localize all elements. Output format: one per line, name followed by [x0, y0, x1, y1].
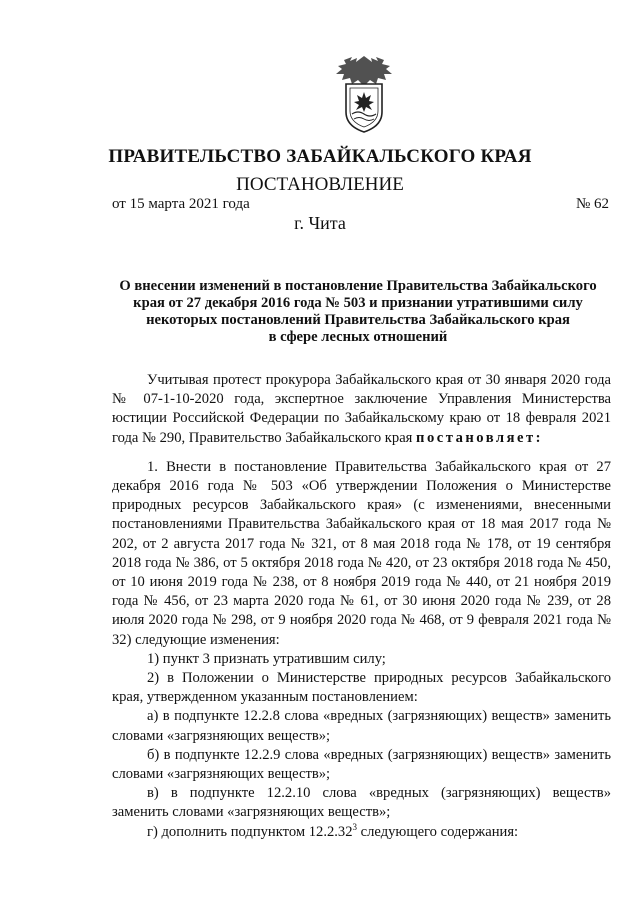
subitem-g-paragraph: [112, 823, 611, 842]
subitem-g-tail: следующего содержания:: [357, 823, 519, 840]
subitem-v-paragraph: в) в подпункте 12.2.10 слова «вредных (загрязняющих) веществ» заменить словами «загрязняющих веществ»;: [112, 785, 611, 821]
item-1-paragraph: 1. Внести в постановление Правительства Забайкальского края от 27 декабря 2016 года № 503 «Об утверждении Положения о Министерстве природных ресурсов Забайкальского края» (с изменениями, внесенными постановлениями Правительства Забайкальского края от 18 мая 2017 года № 202, от 2 августа 2017 года № 321, от 8 мая 2018 года № 178, от 19 сентября 2018 года № 386, от 5 октября 2018 года № 420, от 23 октября 2018 года № 450, от 10 июня 2019 года № 238, от 8 ноября 2019 года № 440, от 21 ноября 2019 года № 456, от 23 марта 2020 года № 61, от 30 июня 2020 года № 239, от 28 июля 2020 года № 298, от 9 ноября 2020 года № 468, от 9 февраля 2021 года № 32) следующие изменения:: [112, 458, 611, 648]
subject-line: некоторых постановлений Правительства Забайкальского края: [146, 312, 570, 328]
subitem-g-text: г) дополнить подпунктом 12.2.32: [147, 823, 353, 840]
document-number: № 62: [575, 196, 609, 212]
coat-of-arms-icon: [332, 54, 396, 134]
subject-line: в сфере лесных отношений: [268, 329, 448, 345]
decree-word: постановляет:: [416, 429, 543, 446]
subject-line: края от 27 декабря 2016 года № 503 и признании утратившими силу: [133, 295, 583, 311]
preamble-text: Учитывая протест прокурора Забайкальского края от 30 января 2020 года № 07-1-10-2020 года, экспертное заключение Управления Министерства юстиции Российской Федерации по Забайкальскому краю от 18 февраля 2021 года № 290, Правительство Забайкальского края: [112, 372, 611, 446]
document-type: ПОСТАНОВЛЕНИЕ: [236, 174, 404, 195]
preamble-paragraph: [112, 371, 611, 448]
government-title: ПРАВИТЕЛЬСТВО ЗАБАЙКАЛЬСКОГО КРАЯ: [108, 146, 532, 167]
subitem-g-superscript: 3: [352, 821, 358, 832]
subitem-a-paragraph: а) в подпункте 12.2.8 слова «вредных (загрязняющих) веществ» заменить словами «загрязняющих веществ»;: [112, 708, 611, 744]
subitem-2-paragraph: 2) в Положении о Министерстве природных ресурсов Забайкальского края, утвержденном указанным постановлением:: [112, 670, 611, 706]
document-subject: [108, 278, 608, 346]
subject-line: О внесении изменений в постановление Правительства Забайкальского: [119, 278, 597, 294]
document-body: [112, 371, 611, 842]
subitem-b-paragraph: б) в подпункте 12.2.9 слова «вредных (загрязняющих) веществ» заменить словами «загрязняющих веществ»;: [112, 746, 611, 783]
document-date: от 15 марта 2021 года: [112, 196, 250, 212]
document-city: г. Чита: [294, 213, 346, 233]
subitem-1-paragraph: 1) пункт 3 признать утратившим силу;: [147, 650, 386, 667]
